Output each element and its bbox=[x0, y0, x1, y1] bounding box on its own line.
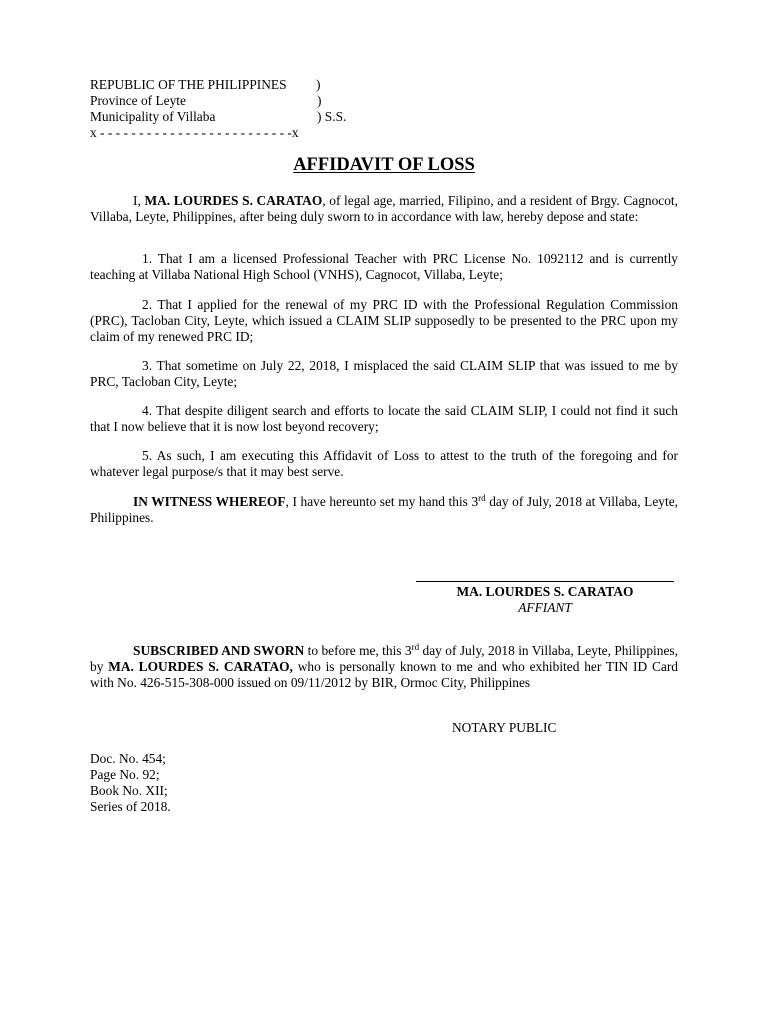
jurat-bold-2: MA. LOURDES S. CARATAO, bbox=[108, 659, 293, 674]
document-title: AFFIDAVIT OF LOSS bbox=[293, 155, 475, 175]
signature-role: AFFIANT bbox=[518, 600, 572, 615]
statement-2: 2. That I applied for the renewal of my PRC ID with the Professional Regulation Commission (PRC), Tacloban City, Leyte, which issued a CLAIM SLIP supposedly to be presented to the PRC upon my claim of my renewed PRC ID; bbox=[90, 297, 678, 344]
statement-3: 3. That sometime on July 22, 2018, I misplaced the said CLAIM SLIP that was issued to me by PRC, Tacloban City, Leyte; bbox=[90, 358, 678, 389]
statement-5: 5. As such, I am executing this Affidavit of Loss to attest to the truth of the foregoing and for whatever legal purpose/s that it may best serve. bbox=[90, 448, 678, 479]
book-number: Book No. XII; bbox=[90, 783, 168, 798]
witness-bold: IN WITNESS WHEREOF bbox=[133, 494, 286, 509]
witness-sup: rd bbox=[478, 493, 486, 503]
jurat-paragraph bbox=[90, 643, 678, 691]
intro-paragraph bbox=[90, 193, 678, 225]
venue-ss: ) S.S. bbox=[317, 109, 347, 124]
venue-paren-1: ) bbox=[316, 77, 321, 92]
intro-post: , of legal age, married, Filipino, and a resident of Brgy. Cagnocot, Villaba, Leyte, Philippines, after being duly sworn to in accordance with law, hereby depose and state: bbox=[90, 193, 678, 224]
venue-province-text: Province of Leyte bbox=[90, 93, 186, 108]
doc-number: Doc. No. 454; bbox=[90, 751, 166, 766]
venue-line-republic bbox=[90, 77, 321, 93]
signature-line bbox=[416, 581, 674, 582]
witness-text-1: , I have hereunto set my hand this 3 bbox=[285, 494, 479, 509]
intro-pre: I, bbox=[133, 193, 145, 208]
venue-municipality-text: Municipality of Villaba bbox=[90, 109, 216, 124]
venue-separator: x - - - - - - - - - - - - - - - - - - - - - - - - -x bbox=[90, 125, 299, 140]
venue-line-province bbox=[90, 93, 322, 109]
venue-paren-2: ) bbox=[317, 93, 322, 108]
statement-1: 1. That I am a licensed Professional Teacher with PRC License No. 1092112 and is currently teaching at Villaba National High School (VNHS), Cagnocot, Villaba, Leyte; bbox=[90, 251, 678, 282]
series-year: Series of 2018. bbox=[90, 799, 171, 814]
jurat-text-2: day of July, 2018 in Villaba, Leyte, Philippines, by bbox=[90, 643, 678, 674]
venue-line-municipality bbox=[90, 109, 347, 125]
signature-name: MA. LOURDES S. CARATAO bbox=[456, 584, 634, 599]
docket-info bbox=[90, 751, 171, 815]
venue-block bbox=[90, 77, 347, 141]
statement-4: 4. That despite diligent search and efforts to locate the said CLAIM SLIP, I could not find it such that I now believe that it is now lost beyond recovery; bbox=[90, 403, 678, 434]
jurat-sup: rd bbox=[411, 642, 420, 652]
witness-paragraph bbox=[90, 494, 678, 526]
jurat-text-3: who is personally known to me and who exhibited her TIN ID Card with No. 426-515-308-000 issued on 09/11/2012 by BIR, Ormoc City, Philippines bbox=[90, 659, 678, 690]
jurat-text-1: to before me, this 3 bbox=[304, 643, 412, 658]
page-number: Page No. 92; bbox=[90, 767, 160, 782]
venue-republic-text: REPUBLIC OF THE PHILIPPINES bbox=[90, 77, 287, 92]
notary-public-label: NOTARY PUBLIC bbox=[452, 720, 557, 735]
affiant-name: MA. LOURDES S. CARATAO bbox=[144, 193, 323, 208]
witness-text-2: day of July, 2018 at Villaba, Leyte, Philippines. bbox=[90, 494, 678, 525]
jurat-bold-1: SUBSCRIBED AND SWORN bbox=[133, 643, 305, 658]
